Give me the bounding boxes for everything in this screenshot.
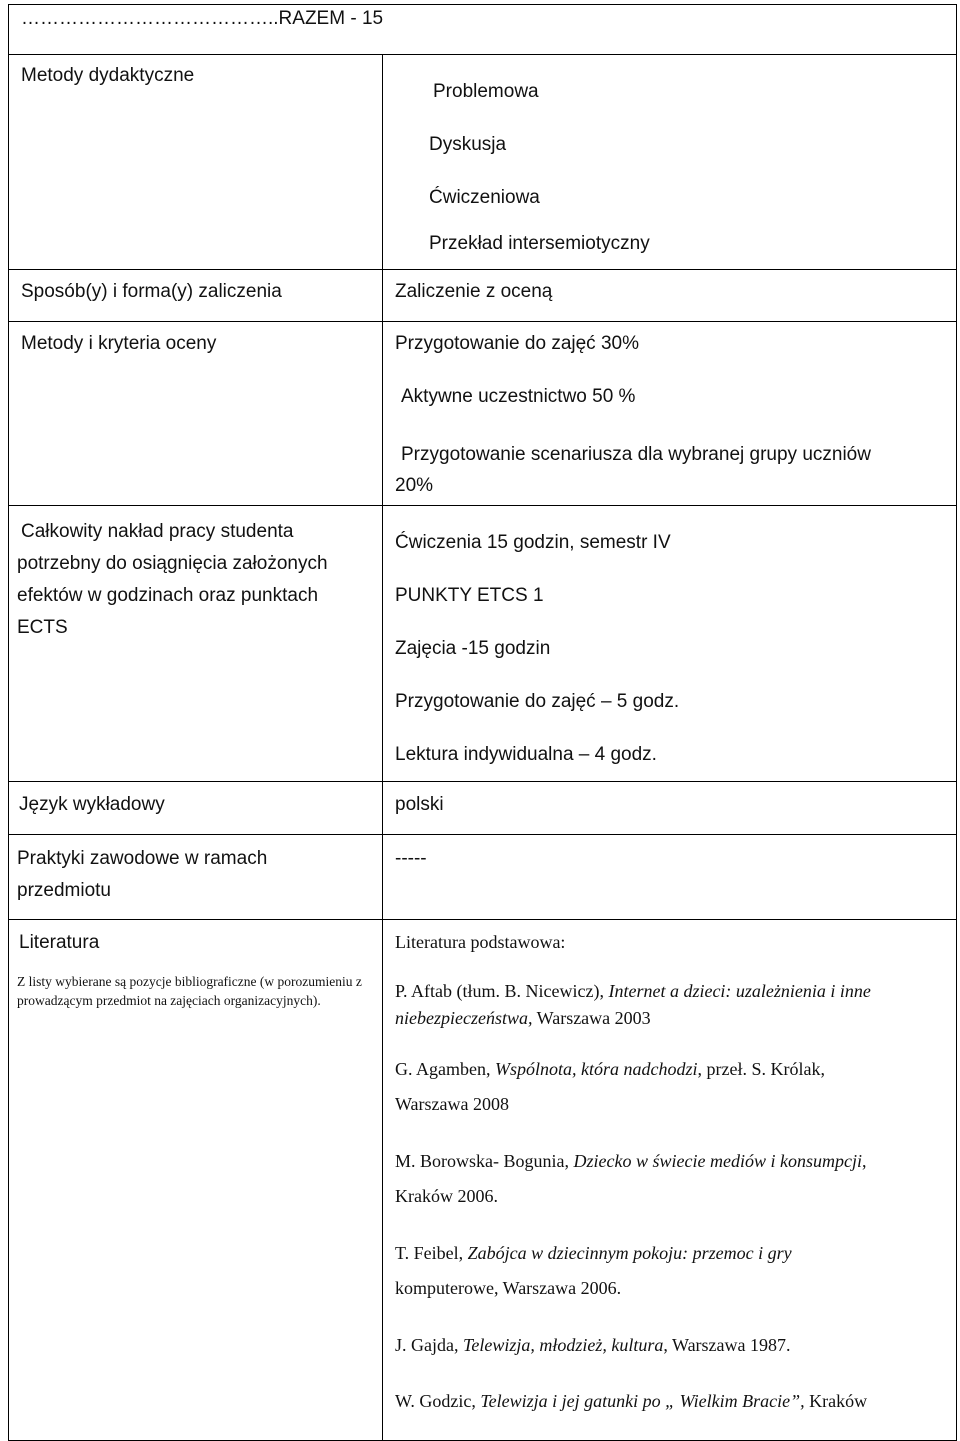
literature-entry: T. Feibel, Zabójca w dziecinnym pokoju: przemoc i gry komputerowe, Warszawa 2006. [395,1243,792,1298]
language-label: Język wykładowy [19,794,165,815]
criteria-row [9,322,957,506]
criteria-label: Metody i kryteria oceny [21,333,217,354]
workload-item: Lektura indywidualna – 4 godz. [395,744,657,765]
criteria-item: Przygotowanie scenariusza dla wybranej grupy uczniów [401,444,871,465]
criteria-item: Aktywne uczestnictwo 50 % [401,386,636,407]
language-value: polski [395,794,444,815]
workload-row [9,506,957,782]
assessment-form-row [9,270,957,322]
methods-label: Metody dydaktyczne [21,65,195,86]
workload-list [383,506,956,781]
literature-label: Literatura [19,932,100,953]
literature-entry: M. Borowska- Bogunia, Dziecko w świecie mediów i konsumpcji, Kraków 2006. [395,1151,867,1206]
internship-label: Praktyki zawodowe w ramach przedmiotu [17,848,268,901]
assessment-form-label: Sposób(y) i forma(y) zaliczenia [21,281,282,302]
literature-entry: P. Aftab (tłum. B. Nicewicz), Internet a dzieci: uzależnienia i inne niebezpieczeństwa, Warszawa 2003 [395,981,871,1028]
literature-heading: Literatura podstawowa: [395,932,566,952]
syllabus-table [8,4,957,1441]
criteria-item: Przygotowanie do zajęć 30% [395,333,639,354]
internship-row [9,835,957,920]
literature-list [383,920,956,1419]
workload-item: PUNKTY ETCS 1 [395,585,544,606]
method-item: Problemowa [433,81,539,102]
workload-item: Ćwiczenia 15 godzin, semestr IV [395,532,671,553]
workload-label: Całkowity nakład pracy studenta potrzebny do osiągnięcia założonych efektów w godzinach oraz punktach ECTS [17,521,328,638]
methods-list [383,55,956,264]
literature-entry: W. Godzic, Telewizja i jej gatunki po „ Wielkim Bracie”, Kraków [395,1391,868,1411]
methods-row [9,55,957,270]
method-item: Dyskusja [429,134,507,155]
method-item: Ćwiczeniowa [429,187,540,208]
internship-value: ----- [395,848,427,869]
criteria-list [383,322,956,501]
workload-item: Przygotowanie do zajęć – 5 godz. [395,691,680,712]
razem-total: …………………………………..RAZEM - 15 [21,8,384,29]
razem-row [9,5,957,55]
assessment-form-value: Zaliczenie z oceną [395,281,553,302]
criteria-item: 20% [395,475,434,496]
workload-item: Zajęcia -15 godzin [395,638,551,659]
literature-entry: J. Gajda, Telewizja, młodzież, kultura, Warszawa 1987. [395,1335,791,1355]
literature-entry: G. Agamben, Wspólnota, która nadchodzi, przeł. S. Królak, Warszawa 2008 [395,1059,825,1114]
method-item: Przekład intersemiotyczny [429,233,650,254]
literature-note: Z listy wybierane są pozycje bibliograficzne (w porozumieniu z prowadzącym przedmiot na zajęciach organizacyjnych). [17,974,362,1008]
language-row [9,782,957,835]
literature-row [9,920,957,1441]
